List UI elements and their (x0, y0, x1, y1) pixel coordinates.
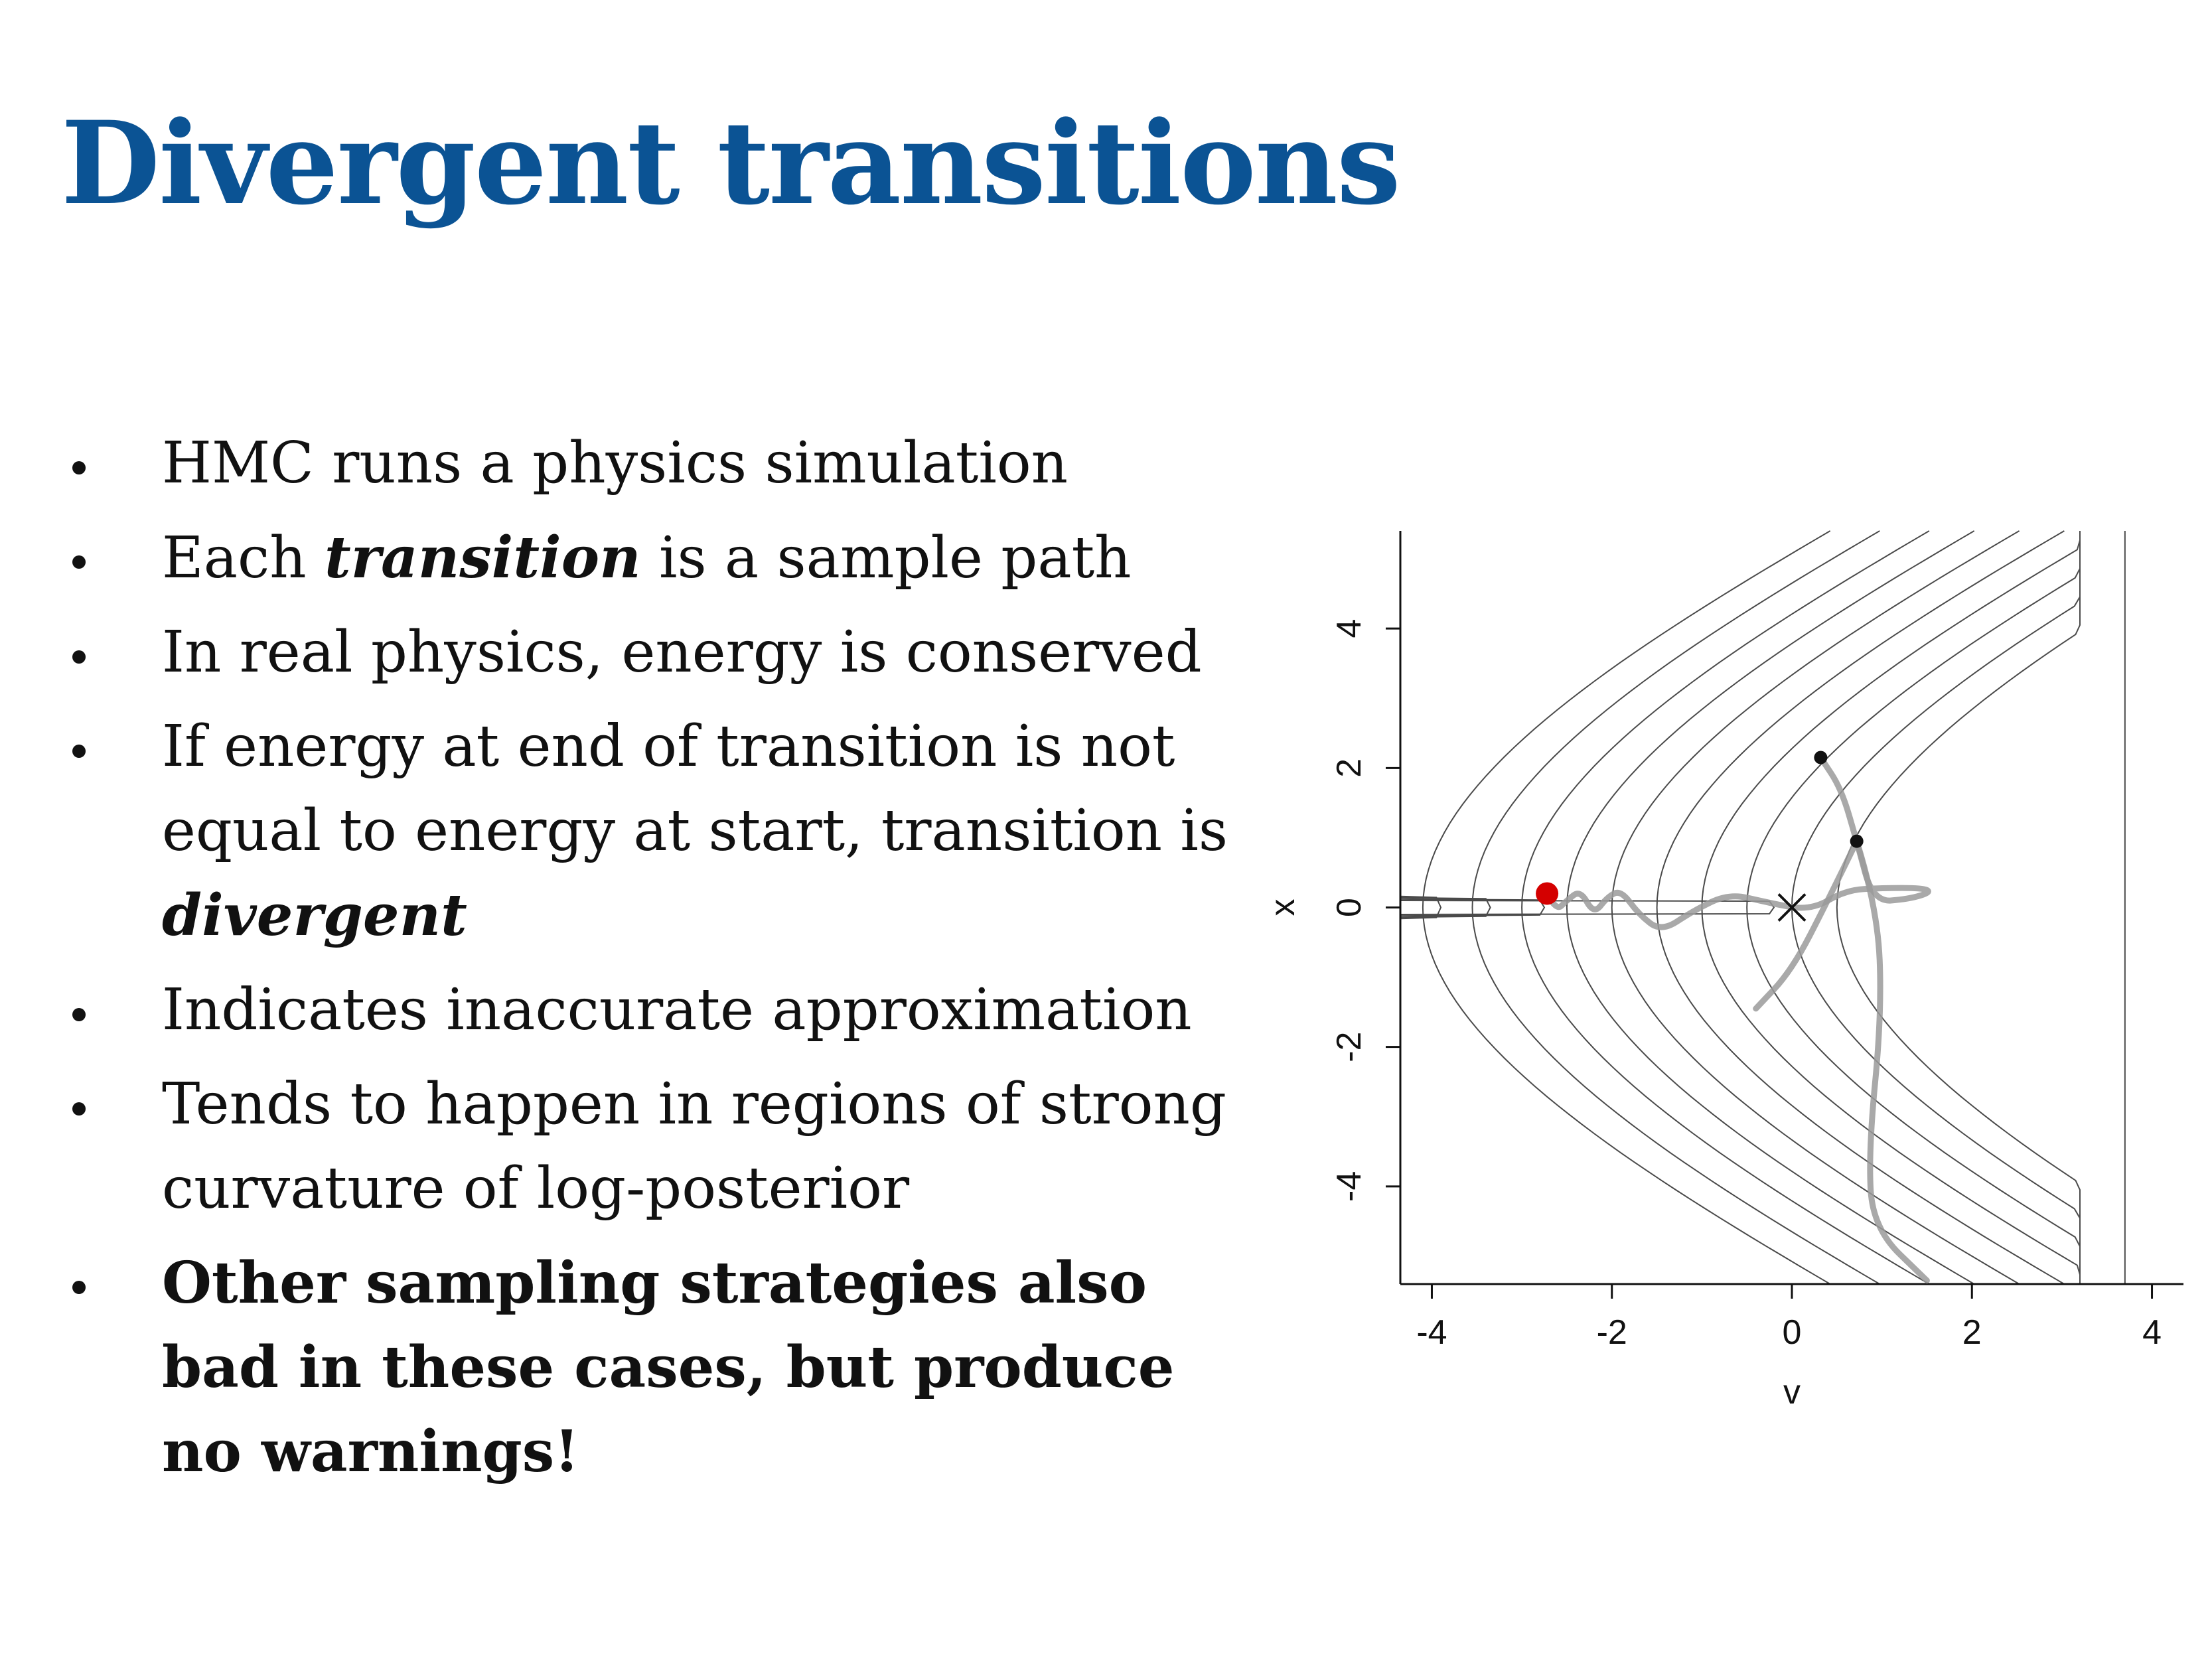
contour-line (1702, 531, 2080, 1284)
slide-title: Divergent transitions (61, 96, 1400, 230)
y-tick-label: 2 (1330, 758, 1368, 778)
bullet-text: Other sampling strategies also bad in these cases, but produce no warnings! (162, 1250, 1175, 1485)
y-tick-label: 0 (1330, 898, 1368, 917)
bullet-text-pre: If energy at end of transition is not equal to energy at start, transition is (162, 713, 1228, 864)
hmc-divergence-plot (1261, 504, 2212, 1447)
bullet-text: Indicates inaccurate approximation (162, 977, 1192, 1043)
x-tick-label: -4 (1416, 1313, 1447, 1352)
contour-line (1567, 531, 1974, 1284)
bullet-item (61, 611, 1269, 695)
bullet-emphasis: divergent (162, 882, 467, 949)
x-axis-label: v (1783, 1373, 1801, 1411)
start-point (1536, 882, 1558, 904)
trajectory-line (1756, 841, 1857, 1009)
x-tick-label: 2 (1962, 1313, 1982, 1352)
contour-line (1792, 531, 2080, 1284)
bullet-item (61, 516, 1269, 601)
bullet-text-post: is a sample path (640, 525, 1132, 591)
x-tick-label: 0 (1782, 1313, 1802, 1352)
point-mid-point (1850, 835, 1864, 848)
bullet-text-pre: Each (162, 525, 325, 591)
bullet-item (61, 968, 1269, 1052)
y-tick-label: -2 (1330, 1031, 1368, 1062)
bullet-list (61, 421, 1269, 1504)
bullet-item (61, 421, 1269, 506)
y-axis-label: x (1264, 899, 1302, 916)
x-tick-label: 4 (2142, 1313, 2162, 1352)
y-tick-label: -4 (1330, 1171, 1368, 1202)
bullet-item (61, 705, 1269, 958)
point-upper-point (1814, 751, 1827, 764)
bullet-item (61, 1062, 1269, 1231)
y-tick-label: 4 (1330, 618, 1368, 638)
bullet-emphasis: transition (324, 524, 641, 591)
bullet-text: Tends to happen in regions of strong curvature of log-posterior (162, 1071, 1226, 1222)
x-tick-label: -2 (1596, 1313, 1627, 1352)
trajectory-line (1857, 841, 1927, 1281)
bullet-item (61, 1241, 1269, 1494)
bullet-text: HMC runs a physics simulation (162, 430, 1069, 496)
contour-line (1657, 531, 2065, 1284)
bullet-text: In real physics, energy is conserved (162, 619, 1202, 685)
contour-line (1423, 531, 1830, 1284)
